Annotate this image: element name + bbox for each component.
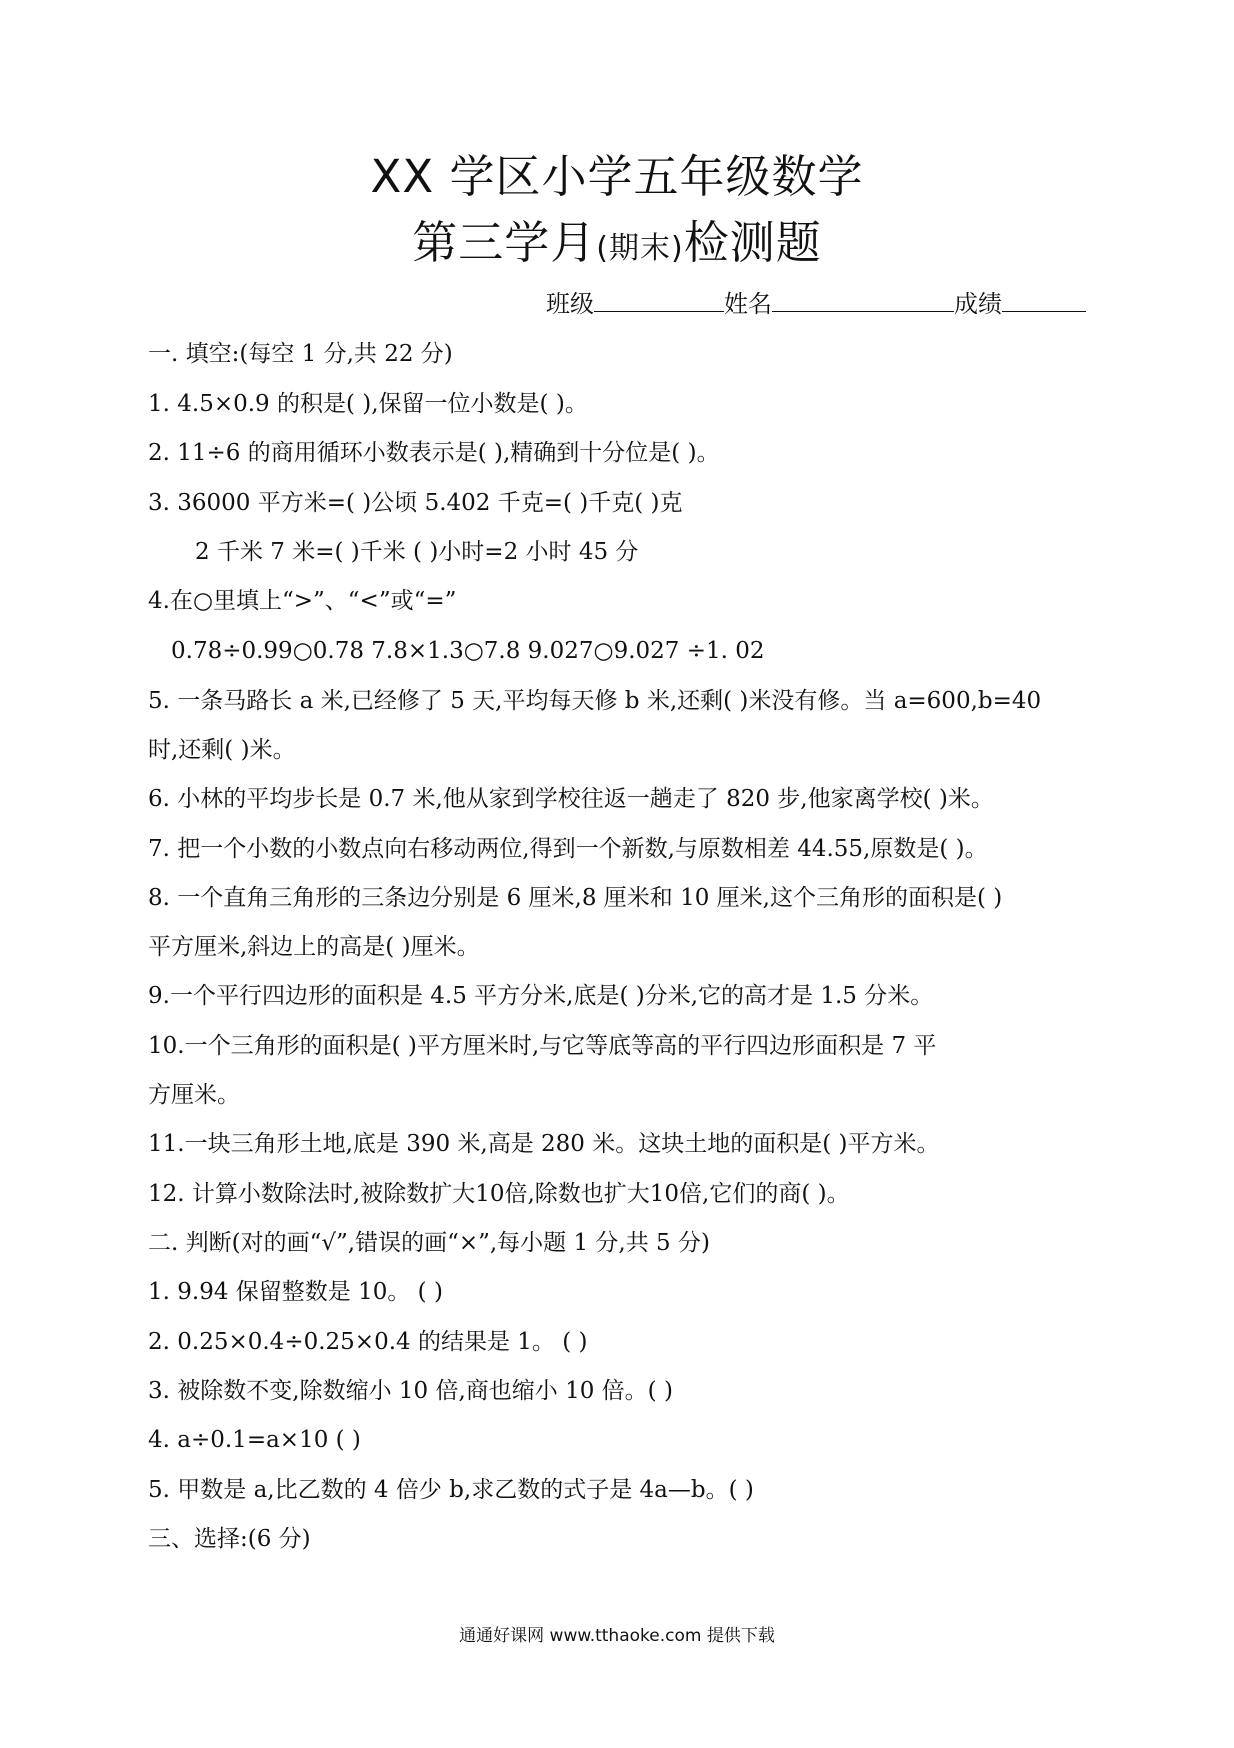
s1-question-8a: 8. 一个直角三角形的三条边分别是 6 厘米,8 厘米和 10 厘米,这个三角形的面积是( ) <box>148 885 1003 911</box>
name-label: 姓名 <box>724 290 772 318</box>
s1-question-8b: 平方厘米,斜边上的高是( )厘米。 <box>148 934 480 960</box>
s1-question-1: 1. 4.5×0.9 的积是( ),保留一位小数是( )。 <box>148 391 588 417</box>
s2-question-1: 1. 9.94 保留整数是 10。 ( ) <box>148 1279 443 1305</box>
s1-question-6: 6. 小林的平均步长是 0.7 米,他从家到学校往返一趟走了 820 步,他家离学校( )米。 <box>148 786 994 812</box>
s2-question-2: 2. 0.25×0.4÷0.25×0.4 的结果是 1。 ( ) <box>148 1329 588 1355</box>
s1-question-10b: 方厘米。 <box>148 1082 240 1108</box>
name-blank[interactable] <box>772 287 954 312</box>
student-info <box>546 287 1086 320</box>
s2-question-3: 3. 被除数不变,除数缩小 10 倍,商也缩小 10 倍。( ) <box>148 1378 673 1404</box>
title-part-b: (期末) <box>596 231 684 266</box>
s1-question-4: 4.在○里填上“>”、“<”或“=” <box>148 588 457 614</box>
s2-question-4: 4. a÷0.1=a×10 ( ) <box>148 1427 361 1453</box>
s1-question-3b: 2 千米 7 米=( )千米 ( )小时=2 小时 45 分 <box>195 539 639 565</box>
title-line-1: XX 学区小学五年级数学 <box>370 150 864 203</box>
footer-credit: 通通好课网 www.tthaoke.com 提供下载 <box>459 1626 775 1646</box>
s1-question-3a: 3. 36000 平方米=( )公顷 5.402 千克=( )千克( )克 <box>148 490 683 516</box>
class-label: 班级 <box>546 290 594 318</box>
section-3-heading: 三、选择:(6 分) <box>148 1526 311 1552</box>
class-blank[interactable] <box>594 287 724 312</box>
score-label: 成绩 <box>954 290 1002 318</box>
s2-question-5: 5. 甲数是 a,比乙数的 4 倍少 b,求乙数的式子是 4a—b。( ) <box>148 1477 754 1503</box>
s1-question-5b: 时,还剩( )米。 <box>148 737 296 763</box>
section-1-heading: 一. 填空:(每空 1 分,共 22 分) <box>148 341 453 367</box>
s1-question-12: 12. 计算小数除法时,被除数扩大10倍,除数也扩大10倍,它们的商( )。 <box>148 1181 850 1207</box>
title-line-2 <box>0 218 1234 274</box>
s1-question-5a: 5. 一条马路长 a 米,已经修了 5 天,平均每天修 b 米,还剩( )米没有修。当 a=600,b=40 <box>148 688 1042 714</box>
s1-question-10a: 10.一个三角形的面积是( )平方厘米时,与它等底等高的平行四边形面积是 7 平 <box>148 1033 937 1059</box>
title-part-a: 第三学月 <box>412 216 597 269</box>
s1-question-7: 7. 把一个小数的小数点向右移动两位,得到一个新数,与原数相差 44.55,原数是( )。 <box>148 836 988 862</box>
score-blank[interactable] <box>1002 287 1086 312</box>
s1-question-2: 2. 11÷6 的商用循环小数表示是( ),精确到十分位是( )。 <box>148 440 720 466</box>
title-part-c: 检测题 <box>683 216 822 269</box>
s1-question-4-items: 0.78÷0.99○0.78 7.8×1.3○7.8 9.027○9.027 ÷1. 02 <box>171 638 765 664</box>
section-2-heading: 二. 判断(对的画“√”,错误的画“×”,每小题 1 分,共 5 分) <box>148 1230 710 1256</box>
s1-question-9: 9.一个平行四边形的面积是 4.5 平方分米,底是( )分米,它的高才是 1.5 分米。 <box>148 983 934 1009</box>
s1-question-11: 11.一块三角形土地,底是 390 米,高是 280 米。这块土地的面积是( )平方米。 <box>148 1131 940 1157</box>
